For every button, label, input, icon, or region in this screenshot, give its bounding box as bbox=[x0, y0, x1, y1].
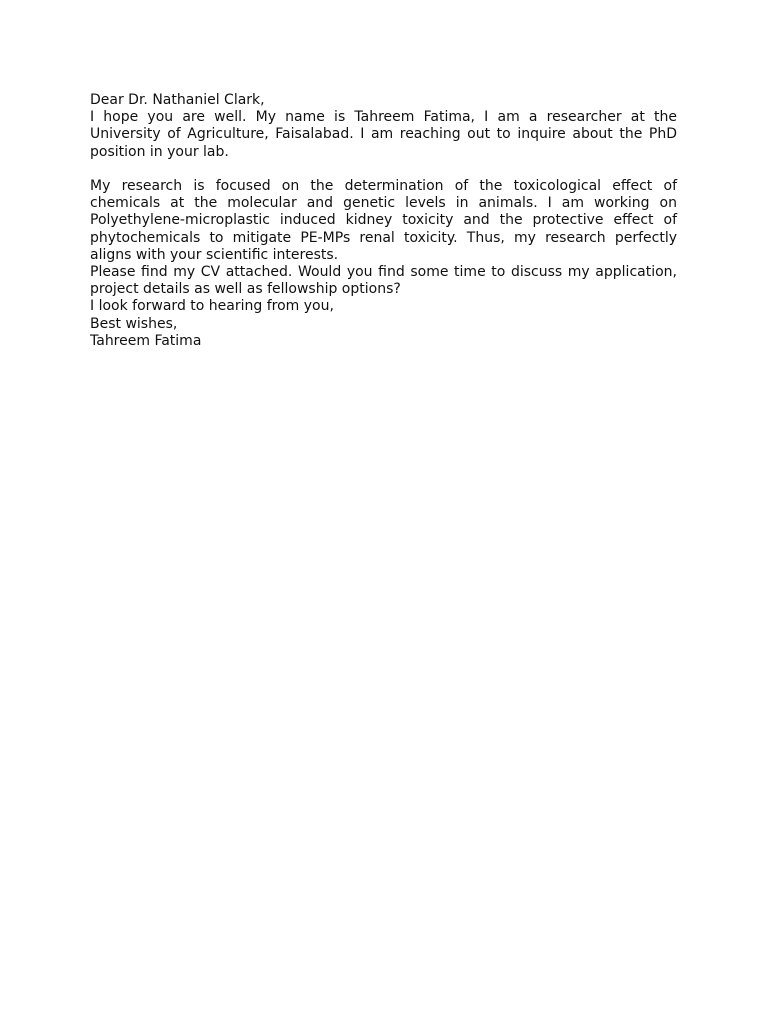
closing-line: I look forward to hearing from you, bbox=[90, 298, 334, 315]
paragraph-request: Please find my CV attached. Would you find some time to discuss my application, project details as well as fellowship options? bbox=[90, 264, 677, 298]
signature: Tahreem Fatima bbox=[90, 332, 202, 349]
sign-off: Best wishes, bbox=[90, 315, 178, 332]
letter-body bbox=[90, 92, 677, 350]
paragraph-intro: I hope you are well. My name is Tahreem Fatima, I am a researcher at the University of Agriculture, Faisalabad. I am reaching out to inquire about the PhD position in your lab. bbox=[90, 109, 677, 160]
paragraph-spacer bbox=[90, 161, 677, 178]
salutation: Dear Dr. Nathaniel Clark, bbox=[90, 92, 265, 108]
paragraph-research: My research is focused on the determination of the toxicological effect of chemicals at the molecular and genetic levels in animals. I am working on Polyethylene-microplastic induced kidney toxicity and the protective effect of phytochemicals to mitigate PE-MPs renal toxicity. Thus, my research perfectly aligns with your scientific interests. bbox=[90, 178, 677, 263]
